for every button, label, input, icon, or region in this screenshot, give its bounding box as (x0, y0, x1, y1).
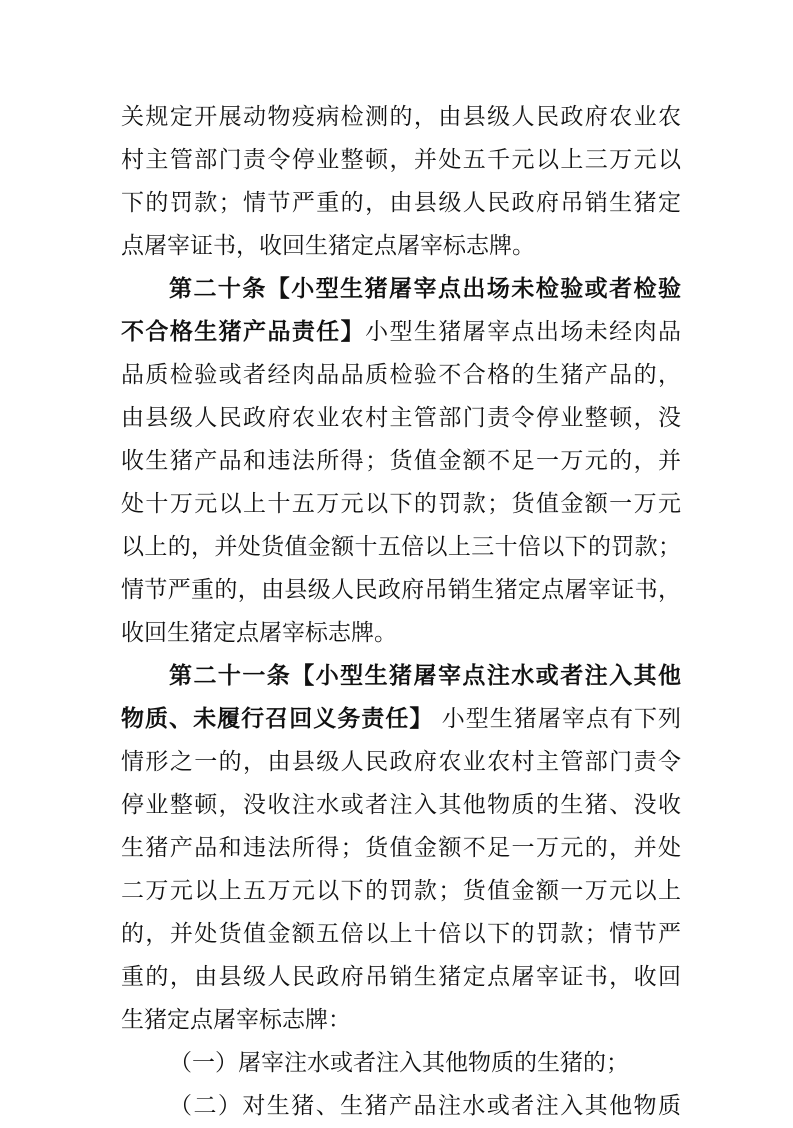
article-20-heading-end: 不合格生猪产品责任】 (121, 319, 366, 345)
document-body (121, 96, 681, 1128)
text-line: 生猪产品和违法所得；货值金额不足一万元的，并处 (121, 835, 681, 861)
text-line: 情形之一的，由县级人民政府农业农村主管部门责令 (121, 749, 681, 775)
text-line: 重的，由县级人民政府吊销生猪定点屠宰证书，收回 (121, 964, 681, 990)
text-line (121, 698, 681, 741)
article-21-heading: 第二十一条【小型生猪屠宰点注水或者注入其他 (169, 663, 681, 689)
article-21-heading-end: 物质、未履行召回义务责任】 (121, 706, 434, 732)
text-line: 收回生猪定点屠宰标志牌。 (121, 620, 397, 646)
text-line: 二万元以上五万元以下的罚款；货值金额一万元以上 (121, 878, 681, 904)
text-line: 情节严重的，由县级人民政府吊销生猪定点屠宰证书， (121, 577, 681, 603)
paragraph-continuation (121, 96, 681, 268)
text-line: 点屠宰证书，收回生猪定点屠宰标志牌。 (121, 233, 535, 259)
article-20 (121, 268, 681, 655)
text-line (121, 311, 681, 354)
text-line: 停业整顿，没收注水或者注入其他物质的生猪、没收 (121, 792, 681, 818)
list-item: （一）屠宰注水或者注入其他物质的生猪的； (169, 1050, 629, 1076)
text-line: 的，并处货值金额五倍以上十倍以下的罚款；情节严 (121, 921, 681, 947)
article-20-text-start: 小型生猪屠宰点出场未经肉品 (365, 319, 681, 345)
text-line: 由县级人民政府农业农村主管部门责令停业整顿，没 (121, 405, 681, 431)
item-list (121, 1042, 681, 1128)
text-line: 生猪定点屠宰标志牌： (121, 1007, 351, 1033)
text-line: 关规定开展动物疫病检测的，由县级人民政府农业农 (121, 104, 681, 130)
article-21 (121, 655, 681, 1042)
text-line: 以上的，并处货值金额十五倍以上三十倍以下的罚款； (121, 534, 681, 560)
text-line: 处十万元以上十五万元以下的罚款；货值金额一万元 (121, 491, 681, 517)
text-line: 下的罚款；情节严重的，由县级人民政府吊销生猪定 (121, 190, 681, 216)
list-item: （二）对生猪、生猪产品注水或者注入其他物质 (169, 1093, 681, 1119)
text-line: 品质检验或者经肉品品质检验不合格的生猪产品的， (121, 362, 681, 388)
article-21-text-start: 小型生猪屠宰点有下列 (433, 706, 681, 732)
text-line: 村主管部门责令停业整顿，并处五千元以上三万元以 (121, 147, 681, 173)
article-20-heading: 第二十条【小型生猪屠宰点出场未检验或者检验 (169, 276, 681, 302)
text-line: 收生猪产品和违法所得；货值金额不足一万元的，并 (121, 448, 681, 474)
